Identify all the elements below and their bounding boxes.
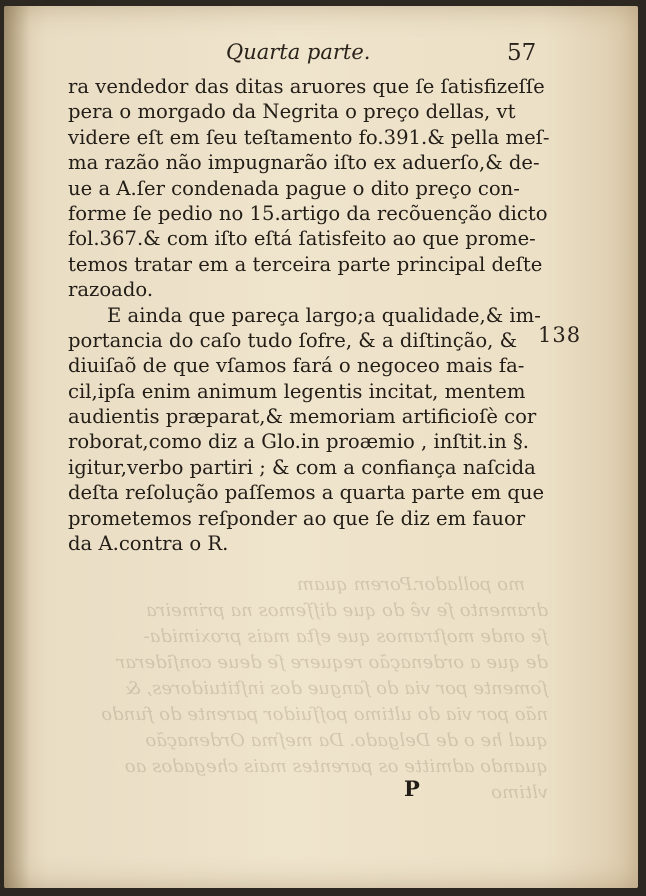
paragraph-start-line: E ainda que pareça largo;a qualidade,& im- [107, 303, 541, 327]
bleed-through-text: mo pollador.Porem quam dramento ſe vê do que diſſemos na primeira ſe onde moſtramos que eſta mais proximida- de que a ordenação requere ſe deue conſiderar ſomente por via do ſangue dos inſtituidores, & não por via do ultimo poſſuidor parente do fundo qual he o de Delgado. Da meſma Ordenação quando admitte os parentes mais chegados ao vltimo [101, 574, 548, 803]
gutter-shadow [4, 6, 30, 888]
text-line: cil,ipſa enim animum legentis incitat, mentem [68, 379, 526, 403]
text-line: razoado. [68, 278, 154, 302]
text-line: ue a A.ſer condenada pague o dito preço con- [68, 176, 520, 200]
text-line: audientis præparat,& memoriam artificioſè cor [68, 405, 537, 429]
text-line: pera o morgado da Negrita o preço dellas, vt [68, 100, 516, 124]
text-line: fol.367.& com iſto eſtá ſatisfeito ao que prome- [68, 227, 536, 251]
text-line: videre eſt em ſeu teſtamento fo.391.& pella meſ- [68, 125, 550, 149]
marginal-note: 138 [538, 323, 582, 347]
text-line: portancia do caſo tudo ſofre, & a diſtinção, & [68, 328, 518, 352]
text-line: da A.contra o R. [68, 532, 229, 556]
page-number: 57 [507, 40, 537, 66]
text-line: temos tratar em a terceira parte principal deſte [68, 252, 543, 276]
signature-mark: P [404, 776, 420, 801]
page-header [4, 40, 638, 70]
text-line: forme ſe pedio no 15.artigo da recõuenção dicto [68, 201, 548, 225]
main-text [68, 74, 550, 556]
text-line: deſta reſolução paſſemos a quarta parte em que [68, 481, 545, 505]
text-line: roborat,como diz a Glo.in proæmio , inſtit.in §. [68, 430, 529, 454]
book-page [4, 6, 638, 888]
text-line: prometemos reſponder ao que ſe diz em fauor [68, 506, 526, 530]
text-line: igitur,verbo partiri ; & com a confiança naſcida [68, 455, 536, 479]
text-line: diuiſaõ de que vſamos fará o negoceo mais fa- [68, 354, 525, 378]
text-line: ra vendedor das ditas aruores que ſe ſatisfizeſſe [68, 75, 545, 98]
running-head: Quarta parte. [226, 40, 371, 64]
text-line: ma razão não impugnarão iſto ex aduerſo,& de- [68, 151, 540, 175]
